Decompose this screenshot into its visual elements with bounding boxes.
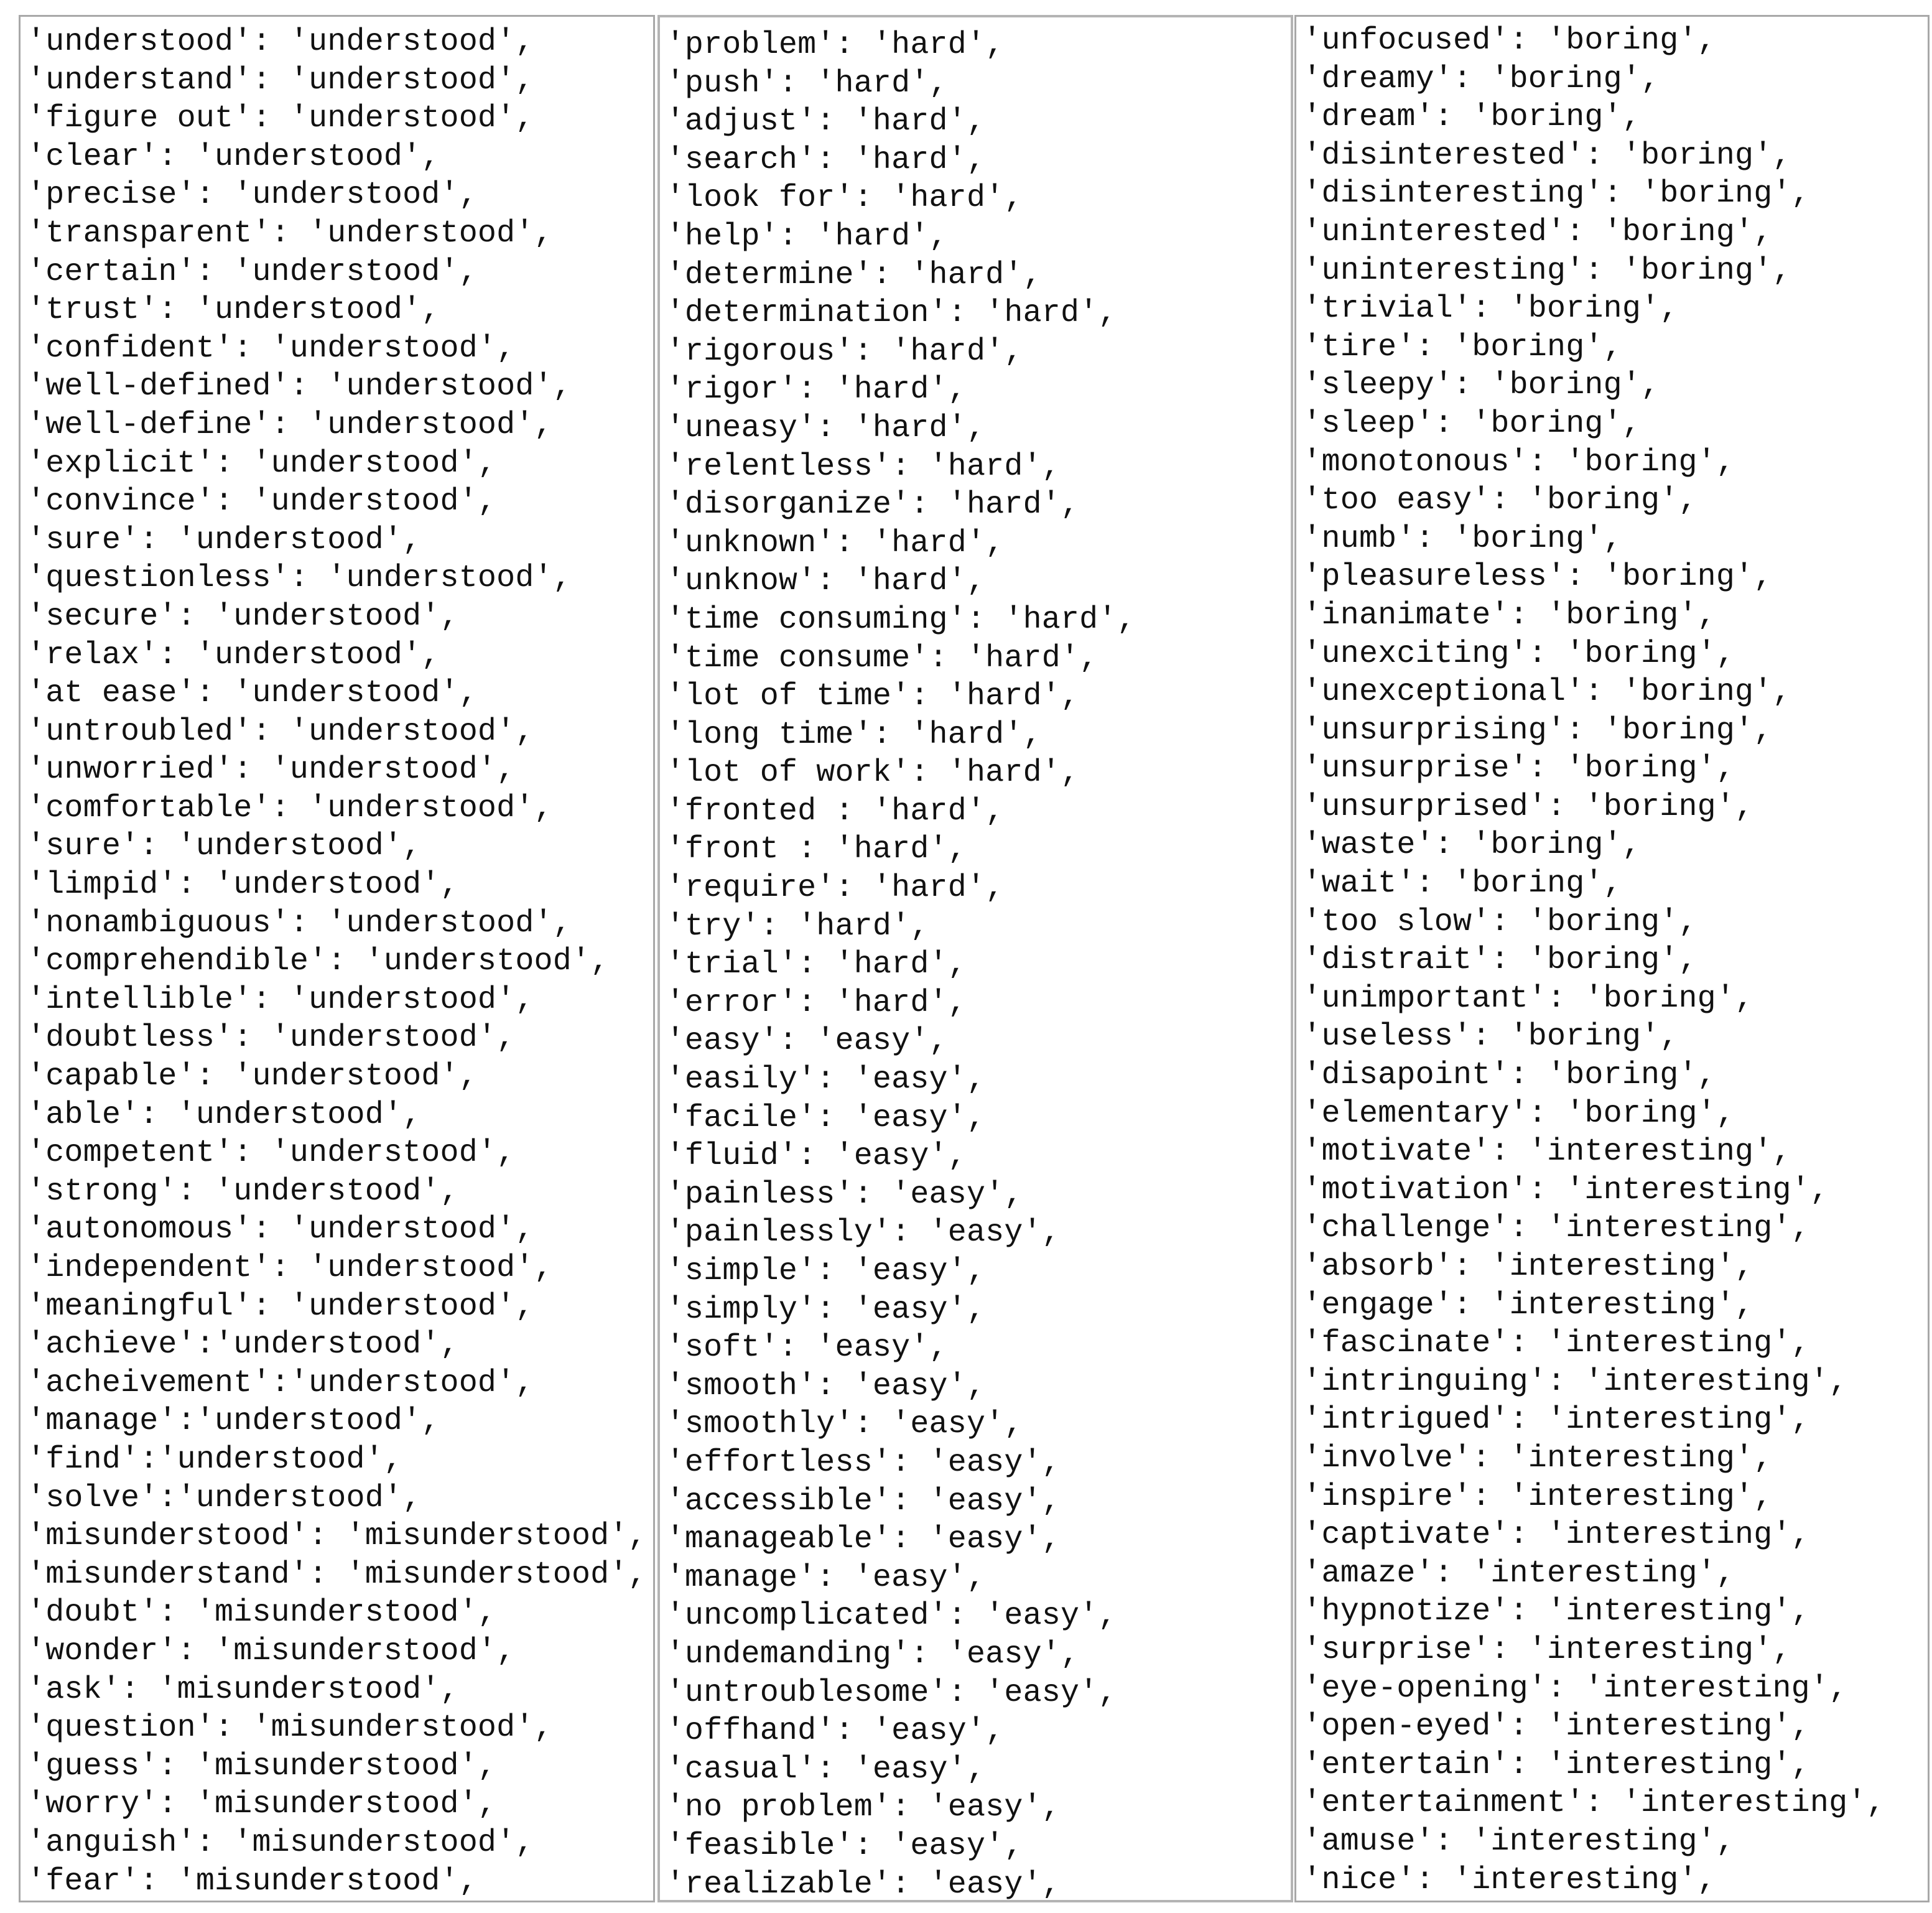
mapping-line: 'easily': 'easy', xyxy=(666,1062,986,1098)
mapping-line: 'offhand': 'easy', xyxy=(666,1713,1005,1749)
mapping-line: 'strong': 'understood', xyxy=(27,1173,459,1209)
mapping-line: 'independent': 'understood', xyxy=(27,1250,553,1286)
mapping-line: 'certain': 'understood', xyxy=(27,254,478,290)
mapping-line: 'uneasy': 'hard', xyxy=(666,410,986,446)
mapping-line: 'lot of time': 'hard', xyxy=(666,679,1080,715)
mapping-line: 'intellible': 'understood', xyxy=(27,982,534,1018)
mapping-line: 'sleep': 'boring', xyxy=(1303,406,1642,442)
line-list xyxy=(1303,22,1928,1899)
mapping-line: 'relentless': 'hard', xyxy=(666,449,1061,485)
mapping-line: 'relax': 'understood', xyxy=(27,637,440,673)
mapping-line: 'unfocused': 'boring', xyxy=(1303,23,1716,58)
mapping-line: 'trivial': 'boring', xyxy=(1303,291,1679,327)
mapping-line: 'numb': 'boring', xyxy=(1303,521,1622,557)
mapping-line: 'figure out': 'understood', xyxy=(27,101,534,137)
mapping-line: 'simple': 'easy', xyxy=(666,1254,986,1289)
mapping-line: 'transparent': 'understood', xyxy=(27,215,553,251)
mapping-line: 'front : 'hard', xyxy=(666,832,967,868)
mapping-line: 'long time': 'hard', xyxy=(666,717,1042,753)
mapping-line: 'secure': 'understood', xyxy=(27,598,459,635)
mapping-line: 'precise': 'understood', xyxy=(27,177,478,213)
mapping-line: 'motivate': 'interesting', xyxy=(1303,1134,1791,1170)
mapping-line: 'error': 'hard', xyxy=(666,985,967,1021)
mapping-line: 'question': 'misunderstood', xyxy=(27,1710,553,1746)
mapping-line: 'confident': 'understood', xyxy=(27,330,516,366)
mapping-line: 'help': 'hard', xyxy=(666,218,948,254)
mapping-line: 'effortless': 'easy', xyxy=(666,1445,1061,1481)
mapping-line: 'uninterested': 'boring', xyxy=(1303,214,1773,250)
mapping-line: 'sleepy': 'boring', xyxy=(1303,368,1660,404)
mapping-line: 'find':'understood', xyxy=(27,1441,403,1478)
mapping-line: 'sure': 'understood', xyxy=(27,522,422,558)
mapping-line: 'tire': 'boring', xyxy=(1303,329,1622,365)
mapping-line: 'solve':'understood', xyxy=(27,1480,422,1516)
mapping-line: 'doubtless': 'understood', xyxy=(27,1020,516,1056)
mapping-line: 'unsurprised': 'boring', xyxy=(1303,789,1754,825)
mapping-line: 'painless': 'easy', xyxy=(666,1176,1023,1212)
mapping-line: 'captivate': 'interesting', xyxy=(1303,1517,1810,1553)
mapping-line: 'look for': 'hard', xyxy=(666,180,1023,216)
mapping-line: 'absorb': 'interesting', xyxy=(1303,1249,1754,1285)
mapping-line: 'unexciting': 'boring', xyxy=(1303,636,1735,672)
mapping-line: 'challenge': 'interesting', xyxy=(1303,1211,1810,1247)
mapping-line: 'intringuing': 'interesting', xyxy=(1303,1364,1848,1400)
mapping-line: 'dream': 'boring', xyxy=(1303,100,1642,136)
line-list xyxy=(666,26,1291,1902)
mapping-line: 'casual': 'easy', xyxy=(666,1751,986,1787)
mapping-line: 'unknow': 'hard', xyxy=(666,564,986,600)
mapping-line: 'distrait': 'boring', xyxy=(1303,943,1697,979)
mapping-line: 'fluid': 'easy', xyxy=(666,1138,967,1175)
mapping-line: 'engage': 'interesting', xyxy=(1303,1287,1754,1323)
mapping-line: 'entertainment': 'interesting', xyxy=(1303,1785,1885,1822)
mapping-line: 'manageable': 'easy', xyxy=(666,1522,1061,1558)
mapping-line: 'competent': 'understood', xyxy=(27,1135,516,1171)
mapping-line: 'time consuming': 'hard', xyxy=(666,602,1136,638)
mapping-line: 'understood': 'understood', xyxy=(27,24,534,60)
mapping-line: 'smooth': 'easy', xyxy=(666,1368,986,1404)
mapping-line: 'motivation': 'interesting', xyxy=(1303,1172,1829,1208)
mapping-line: 'too easy': 'boring', xyxy=(1303,483,1697,519)
mapping-line: 'doubt': 'misunderstood', xyxy=(27,1595,497,1631)
mapping-line: 'require': 'hard', xyxy=(666,870,1005,906)
mapping-line: 'unknown': 'hard', xyxy=(666,525,1005,561)
mapping-line: 'autonomous': 'understood', xyxy=(27,1212,534,1248)
mapping-line: 'amaze': 'interesting', xyxy=(1303,1555,1735,1591)
mapping-line: 'able': 'understood', xyxy=(27,1097,422,1133)
mapping-line: 'well-defined': 'understood', xyxy=(27,369,572,405)
mapping-line: 'manage': 'easy', xyxy=(666,1560,986,1596)
mapping-line: 'inspire': 'interesting', xyxy=(1303,1479,1773,1515)
mapping-line: 'explicit': 'understood', xyxy=(27,445,497,482)
mapping-line: 'feasible': 'easy', xyxy=(666,1828,1023,1864)
mapping-line: 'comprehendible': 'understood', xyxy=(27,944,610,980)
mapping-line: 'eye-opening': 'interesting', xyxy=(1303,1670,1848,1706)
mapping-line: 'disinteresting': 'boring', xyxy=(1303,176,1810,212)
mapping-line: 'painlessly': 'easy', xyxy=(666,1215,1061,1251)
mapping-line: 'uncomplicated': 'easy', xyxy=(666,1598,1117,1634)
mapping-line: 'rigor': 'hard', xyxy=(666,372,967,408)
mapping-line: 'no problem': 'easy', xyxy=(666,1790,1061,1826)
column-boring-interesting xyxy=(1294,15,1930,1902)
mapping-line: 'accessible': 'easy', xyxy=(666,1483,1061,1519)
mapping-line: 'too slow': 'boring', xyxy=(1303,904,1697,940)
mapping-line: 'amuse': 'interesting', xyxy=(1303,1823,1735,1859)
mapping-line: 'limpid': 'understood', xyxy=(27,867,459,903)
mapping-line: 'disorganize': 'hard', xyxy=(666,487,1080,523)
mapping-line: 'capable': 'understood', xyxy=(27,1059,478,1095)
mapping-line: 'lot of work': 'hard', xyxy=(666,755,1080,791)
mapping-line: 'questionless': 'understood', xyxy=(27,561,572,597)
mapping-line: 'clear': 'understood', xyxy=(27,139,440,175)
mapping-line: 'try': 'hard', xyxy=(666,908,929,944)
mapping-line: 'disinterested': 'boring', xyxy=(1303,137,1791,174)
mapping-line: 'time consume': 'hard', xyxy=(666,640,1098,676)
mapping-table xyxy=(19,15,1930,1902)
column-hard-easy xyxy=(657,15,1294,1902)
mapping-line: 'untroublesome': 'easy', xyxy=(666,1675,1117,1711)
mapping-line: 'ask': 'misunderstood', xyxy=(27,1672,459,1708)
column-understood xyxy=(19,15,655,1902)
mapping-line: 'nonambiguous': 'understood', xyxy=(27,905,572,941)
mapping-line: 'unsurprising': 'boring', xyxy=(1303,712,1773,748)
mapping-line: 'problem': 'hard', xyxy=(666,27,1005,63)
mapping-line: 'convince': 'understood', xyxy=(27,484,497,520)
mapping-line: 'waste': 'boring', xyxy=(1303,827,1642,863)
mapping-line: 'realizable': 'easy', xyxy=(666,1866,1061,1902)
mapping-line: 'unworried': 'understood', xyxy=(27,752,516,788)
mapping-line: 'understand': 'understood', xyxy=(27,62,534,98)
mapping-line: 'fear': 'misunderstood', xyxy=(27,1863,478,1899)
mapping-line: 'worry': 'misunderstood', xyxy=(27,1787,497,1823)
mapping-line: 'meaningful': 'understood', xyxy=(27,1288,534,1324)
mapping-line: 'sure': 'understood', xyxy=(27,829,422,865)
mapping-line: 'unsurprise': 'boring', xyxy=(1303,751,1735,787)
mapping-line: 'elementary': 'boring', xyxy=(1303,1096,1735,1132)
mapping-line: 'unexceptional': 'boring', xyxy=(1303,674,1791,710)
mapping-line: 'rigorous': 'hard', xyxy=(666,333,1023,370)
mapping-line: 'soft': 'easy', xyxy=(666,1330,948,1366)
mapping-line: 'achieve':'understood', xyxy=(27,1327,459,1363)
mapping-line: 'wait': 'boring', xyxy=(1303,866,1622,902)
line-list xyxy=(27,23,653,1901)
mapping-line: 'wonder': 'misunderstood', xyxy=(27,1633,516,1669)
mapping-line: 'search': 'hard', xyxy=(666,142,986,178)
mapping-line: 'hypnotize': 'interesting', xyxy=(1303,1594,1810,1630)
mapping-line: 'misunderstand': 'misunderstood', xyxy=(27,1557,647,1593)
mapping-line: 'trial': 'hard', xyxy=(666,947,967,983)
mapping-line: 'fronted : 'hard', xyxy=(666,793,1005,829)
mapping-line: 'well-define': 'understood', xyxy=(27,407,553,443)
mapping-line: 'open-eyed': 'interesting', xyxy=(1303,1709,1810,1745)
mapping-line: 'simply': 'easy', xyxy=(666,1292,986,1328)
mapping-line: 'at ease': 'understood', xyxy=(27,676,478,712)
mapping-line: 'comfortable': 'understood', xyxy=(27,790,553,826)
mapping-line: 'involve': 'interesting', xyxy=(1303,1440,1773,1476)
mapping-line: 'determine': 'hard', xyxy=(666,257,1042,293)
mapping-line: 'intrigued': 'interesting', xyxy=(1303,1402,1810,1438)
mapping-line: 'surprise': 'interesting', xyxy=(1303,1632,1791,1668)
mapping-line: 'push': 'hard', xyxy=(666,65,948,101)
mapping-line: 'trust': 'understood', xyxy=(27,292,440,328)
mapping-line: 'misunderstood': 'misunderstood', xyxy=(27,1519,647,1555)
mapping-line: 'guess': 'misunderstood', xyxy=(27,1748,497,1784)
mapping-line: 'undemanding': 'easy', xyxy=(666,1636,1080,1672)
mapping-line: 'dreamy': 'boring', xyxy=(1303,61,1660,97)
mapping-line: 'useless': 'boring', xyxy=(1303,1019,1679,1055)
mapping-line: 'monotonous': 'boring', xyxy=(1303,444,1735,480)
mapping-line: 'adjust': 'hard', xyxy=(666,104,986,140)
mapping-line: 'facile': 'easy', xyxy=(666,1100,986,1136)
mapping-line: 'entertain': 'interesting', xyxy=(1303,1747,1810,1783)
mapping-line: 'acheivement':'understood', xyxy=(27,1365,534,1401)
mapping-line: 'untroubled': 'understood', xyxy=(27,714,534,750)
mapping-line: 'unimportant': 'boring', xyxy=(1303,980,1754,1017)
mapping-line: 'smoothly': 'easy', xyxy=(666,1407,1023,1443)
mapping-line: 'anguish': 'misunderstood', xyxy=(27,1825,534,1861)
mapping-line: 'inanimate': 'boring', xyxy=(1303,597,1716,633)
mapping-line: 'manage':'understood', xyxy=(27,1403,440,1440)
mapping-line: 'disapoint': 'boring', xyxy=(1303,1058,1716,1094)
mapping-line: 'easy': 'easy', xyxy=(666,1023,948,1059)
mapping-line: 'fascinate': 'interesting', xyxy=(1303,1326,1810,1362)
mapping-line: 'pleasureless': 'boring', xyxy=(1303,559,1773,595)
mapping-line: 'nice': 'interesting', xyxy=(1303,1862,1716,1898)
mapping-line: 'determination': 'hard', xyxy=(666,296,1117,332)
mapping-line: 'uninteresting': 'boring', xyxy=(1303,253,1791,289)
